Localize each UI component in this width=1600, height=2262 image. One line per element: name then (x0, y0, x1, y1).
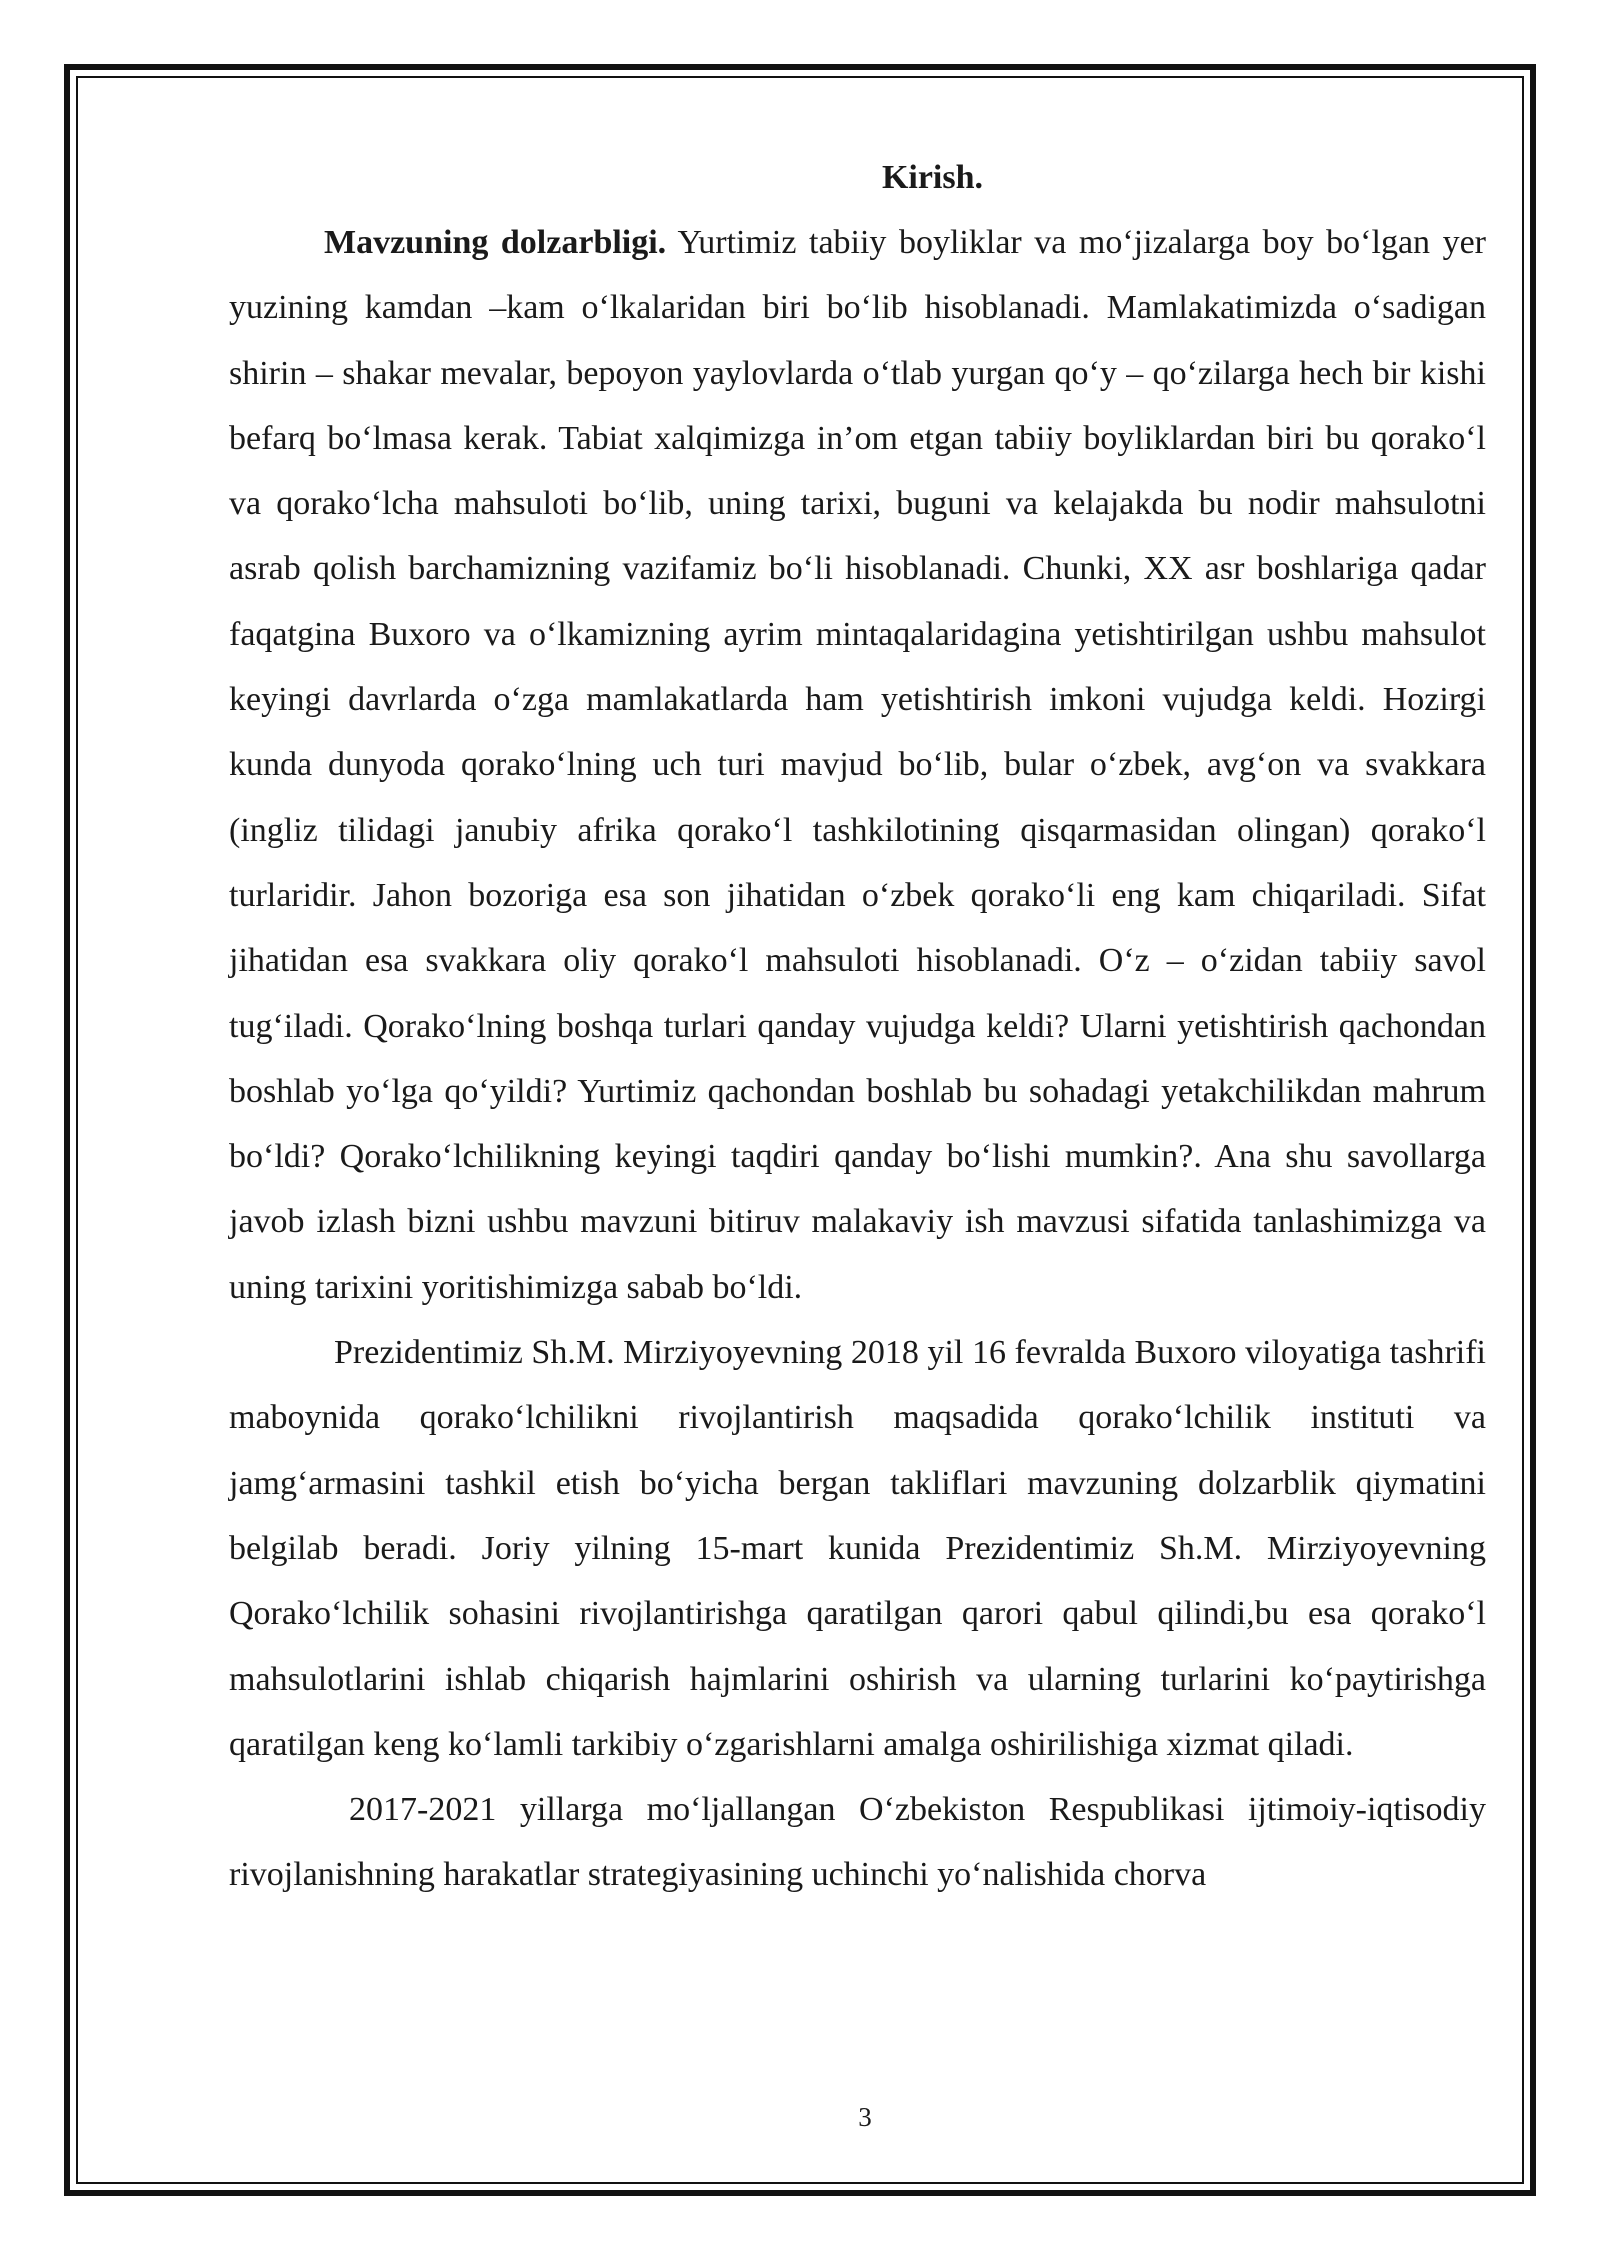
paragraph-text: Prezidentimiz Sh.M. Mirziyoyevning 2018 yil 16 fevralda Buxoro viloyatiga tashrifi maboynida qorako‘lchilikni rivojlantirish maqsadida qorako‘lchilik instituti va jamg‘armasini tashkil etish bo‘yicha bergan takliflari mavzuning dolzarblik qiymatini belgilab beradi. Joriy yilning 15-mart kunida Prezidentimiz Sh.M. Mirziyoyevning Qorako‘lchilik sohasini rivojlantirishga qaratilgan qarori qabul qilindi,bu esa qorako‘l mahsulotlarini ishlab chiqarish hajmlarini oshirish va ularning turlarini ko‘paytirishga qaratilgan keng ko‘lamli tarkibiy o‘zgarishlarni amalga oshirilishiga xizmat qiladi. (229, 1334, 1486, 1763)
document-body (229, 148, 1486, 1908)
paragraph-strategy (229, 1777, 1486, 1908)
paragraph-lead: Mavzuning dolzarbligi. (324, 224, 667, 261)
paragraph-relevance (229, 210, 1486, 1320)
paragraph-text: Yurtimiz tabiiy boyliklar va mo‘jizalarga boy bo‘lgan yer yuzining kamdan –kam o‘lkalaridan biri bo‘lib hisoblanadi. Mamlakatimizda o‘sadigan shirin – shakar mevalar, bepoyon yaylovlarda o‘tlab yurgan qo‘y – qo‘zilarga hech bir kishi befarq bo‘lmasa kerak. Tabiat xalqimizga in’om etgan tabiiy boyliklardan biri bu qorako‘l va qorako‘lcha mahsuloti bo‘lib, uning tarixi, buguni va kelajakda bu nodir mahsulotni asrab qolish barchamizning vazifamiz bo‘li hisoblanadi. Chunki, XX asr boshlariga qadar faqatgina Buxoro va o‘lkamizning ayrim mintaqalaridagina yetishtirilgan ushbu mahsulot keyingi davrlarda o‘zga mamlakatlarda ham yetishtirish imkoni vujudga keldi. Hozirgi kunda dunyoda qorako‘lning uch turi mavjud bo‘lib, bular o‘zbek, avg‘on va svakkara (ingliz tilidagi janubiy afrika qorako‘l tashkilotining qisqarmasidan olingan) qorako‘l turlaridir. Jahon bozoriga esa son jihatidan o‘zbek qorako‘li eng kam chiqariladi. Sifat jihatidan esa svakkara oliy qorako‘l mahsuloti hisoblanadi. O‘z – o‘zidan tabiiy savol tug‘iladi. Qorako‘lning boshqa turlari qanday vujudga keldi? Ularni yetishtirish qachondan boshlab yo‘lga qo‘yildi? Yurtimiz qachondan boshlab bu sohadagi yetakchilikdan mahrum bo‘ldi? Qorako‘lchilikning keyingi taqdiri qanday bo‘lishi mumkin?. Ana shu savollarga javob izlash bizni ushbu mavzuni bitiruv malakaviy ish mavzusi sifatida tanlashimizga va uning tarixini yoritishimizga sabab bo‘ldi. (229, 224, 1486, 1306)
paragraph-text: 2017-2021 yillarga mo‘ljallangan O‘zbekiston Respublikasi ijtimoiy-iqtisodiy rivojlanishning harakatlar strategiyasining uchinchi yo‘nalishida chorva (229, 1791, 1486, 1894)
page-number: 3 (858, 2102, 872, 2132)
paragraph-president (229, 1320, 1486, 1777)
page-title: Kirish. (881, 159, 984, 196)
